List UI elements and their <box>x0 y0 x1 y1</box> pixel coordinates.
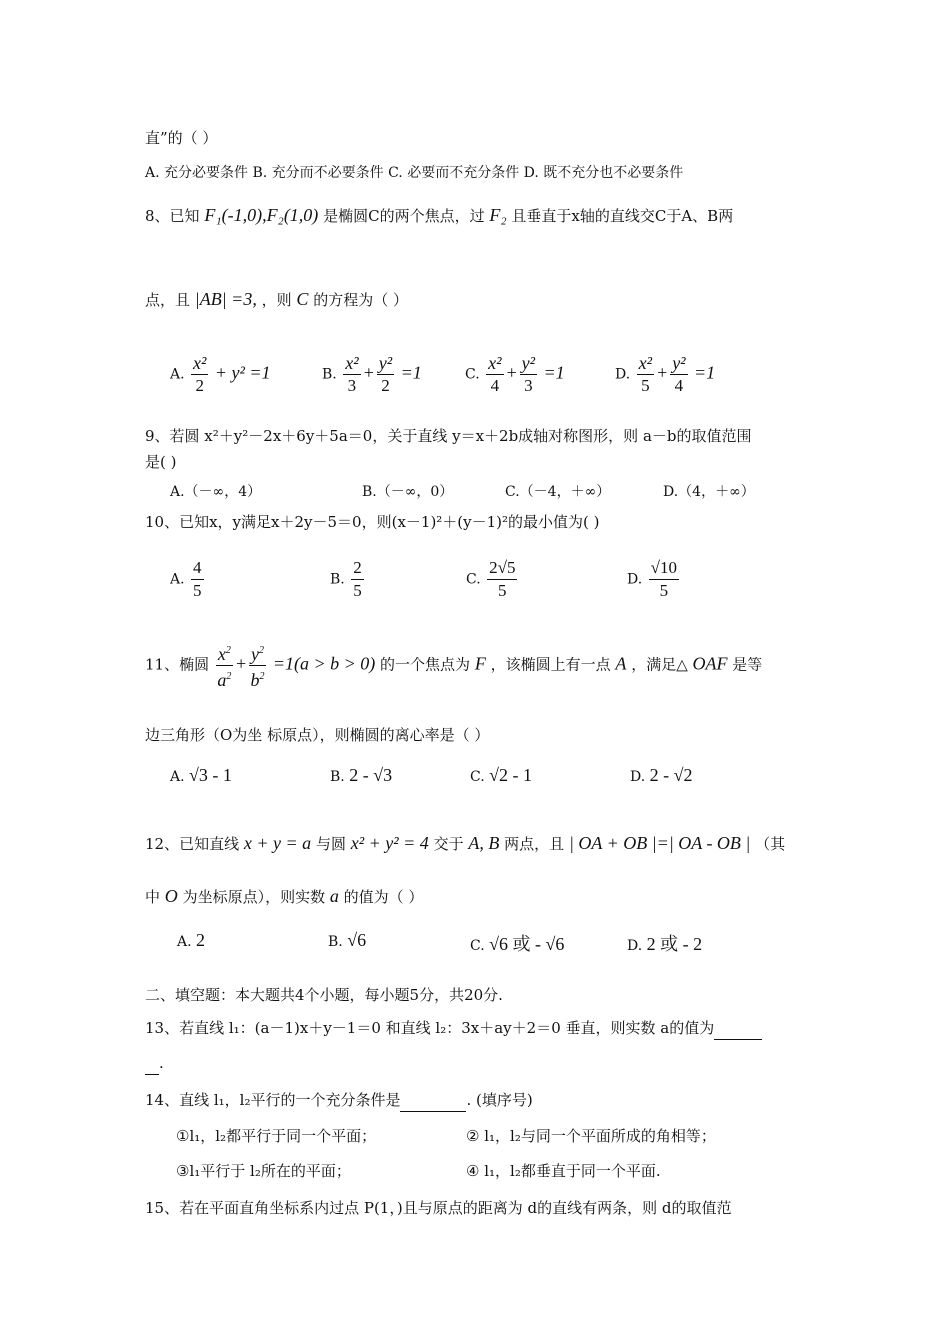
numerator: x² <box>488 353 502 373</box>
option-rest: =1 <box>694 362 716 383</box>
q14-text: 14、直线 l₁，l₂平行的一个充分条件是 <box>145 1091 401 1109</box>
option-label: C. <box>470 769 485 785</box>
q12b-post: 的值为（ ） <box>343 888 424 906</box>
q11-post: 是等 <box>732 655 763 674</box>
denominator: 5 <box>498 581 507 600</box>
q12-mid2: 交于 <box>433 835 464 853</box>
q11-option-a <box>170 765 232 786</box>
option-label: D. <box>615 366 631 383</box>
q9-option-d: D.（4，＋∞） <box>663 484 755 500</box>
q11-A: A <box>615 653 627 674</box>
q9-option-a: A.（－∞，4） <box>170 484 262 500</box>
q12-AB: A, B <box>468 833 500 853</box>
q11-OAF: OAF <box>692 653 728 674</box>
fraction: $\frac{x^2}{a^2}$ <box>216 640 233 691</box>
fraction <box>487 557 517 602</box>
q12-a: a <box>329 886 339 906</box>
option-label: D. <box>627 571 643 588</box>
denominator: 5 <box>659 581 669 600</box>
fraction <box>343 352 360 397</box>
q8b-post: 的方程为（ ） <box>313 291 408 309</box>
q12-stem-line1 <box>145 828 785 859</box>
q12-option-b <box>328 930 366 951</box>
q12b-pre: 中 <box>145 888 161 906</box>
q10-stem: 10、已知x，y满足x＋2y－5＝0，则(x－1)²＋(y－1)²的最小值为( ) <box>145 513 600 531</box>
q11-stem-line2: 边三角形（O为坐 标原点），则椭圆的离心率是（ ） <box>145 726 490 744</box>
numerator: √10 <box>649 557 679 580</box>
q8-option-b: B. $\frac{\text{x²}}{3}$ + $\frac{\text{y²}}{2}$ =1 <box>322 353 422 395</box>
q10-option-a <box>170 557 206 602</box>
section-heading: 二、填空题：本大题共4个小题，每小题5分，共20分. <box>145 986 503 1004</box>
q14-post: . (填序号) <box>466 1091 533 1109</box>
option-rest: + y² =1 <box>214 362 271 383</box>
denominator: 3 <box>524 376 533 395</box>
option-value: 2 <box>196 930 206 950</box>
option-value: 2 或 - 2 <box>646 934 703 954</box>
q12-option-d <box>627 930 702 956</box>
q8-c: C <box>296 289 309 309</box>
option-rest: =1 <box>400 362 422 383</box>
q13-text: 13、若直线 l₁：(a－1)x＋y－1＝0 和直线 l₂：3x＋ay＋2＝0 垂直，则实数 a的值为 <box>145 1019 715 1037</box>
q12-line: x + y = a <box>243 833 312 853</box>
q11-stem-line1: 11、椭圆 $\frac{x^2}{a^2}$ + $\frac{y^2}{b^2}$ =1(a > b > 0) 的一个焦点为 F ，该椭圆上有一点 A ，满足△ OAF 是等 <box>145 640 762 691</box>
q12-O: O <box>164 886 178 906</box>
q14-stem <box>145 1089 533 1112</box>
q11-mid2: ，该椭圆上有一点 <box>490 655 611 674</box>
q8-f2: F₂ <box>489 205 507 225</box>
option-label: C. <box>465 366 480 383</box>
answer-blank <box>400 1089 466 1112</box>
denominator: 2 <box>195 376 204 395</box>
numerator: x² <box>193 353 207 373</box>
q14-condition-3: ③l₁平行于 l₂所在的平面； <box>176 1162 351 1180</box>
numerator: y² <box>378 353 393 373</box>
fraction <box>377 352 394 397</box>
q11-condition: =1(a > b > 0) <box>272 653 376 674</box>
option-label: A. <box>177 934 192 950</box>
q8-stem-line1 <box>145 204 733 227</box>
option-label: B. <box>328 934 343 950</box>
q11-option-d <box>630 765 693 786</box>
option-label: A. <box>170 366 185 383</box>
q12b-mid: 为坐标原点），则实数 <box>182 888 326 906</box>
q8-stem-line2 <box>145 288 408 311</box>
fraction <box>351 557 364 602</box>
fraction: $\frac{y^2}{b^2}$ <box>249 640 266 691</box>
denominator: 4 <box>674 376 684 395</box>
q8-option-d: D. $\frac{\text{x²}}{5}$ + $\frac{\text{y²}}{4}$ =1 <box>615 353 716 395</box>
option-value: √6 <box>347 930 367 950</box>
q13-stem <box>145 1017 762 1040</box>
option-value: 2 - √2 <box>649 765 693 785</box>
denominator: 5 <box>641 376 650 395</box>
q12-pre: 12、已知直线 <box>145 835 240 853</box>
q14-condition-1: ①l₁，l₂都平行于同一个平面； <box>176 1127 377 1145</box>
fraction <box>486 352 503 397</box>
q13-end: . <box>159 1054 164 1072</box>
q10-option-c <box>466 557 519 602</box>
option-label: A. <box>170 571 185 588</box>
q13-stem-line2 <box>145 1052 164 1075</box>
fraction <box>520 352 537 397</box>
q8-post: 且垂直于x轴的直线交C于A、B两 <box>511 207 734 225</box>
q8-option-a <box>170 352 271 397</box>
q9-stem-line2: 是( ) <box>145 453 177 471</box>
numerator: y² <box>521 353 536 373</box>
option-label: C. <box>466 571 481 588</box>
q9-option-c: C.（－4，＋∞） <box>505 484 611 500</box>
q12-option-c <box>470 930 564 956</box>
q11-option-c <box>470 765 532 786</box>
numerator: 2√5 <box>487 557 517 580</box>
numerator: 2 <box>351 557 364 580</box>
q8b-mid: ，则 <box>261 291 292 309</box>
option-label: D. <box>627 938 643 954</box>
option-label: C. <box>470 938 485 954</box>
q11-pre: 11、椭圆 <box>145 655 210 674</box>
q14-condition-2: ② l₁，l₂与同一个平面所成的角相等； <box>466 1127 716 1145</box>
option-label: D. <box>630 769 646 785</box>
denominator: 5 <box>193 581 202 600</box>
q11-option-b <box>330 765 392 786</box>
fraction <box>191 557 204 602</box>
fraction <box>637 352 654 397</box>
q8-pre: 8、已知 <box>145 207 200 225</box>
fraction <box>649 557 679 602</box>
denominator: 4 <box>490 376 500 395</box>
answer-blank <box>714 1017 762 1040</box>
q8b-pre: 点，且 <box>145 291 191 309</box>
q9-stem-line1: 9、若圆 x²＋y²－2x＋6y＋5a＝0，关于直线 y＝x＋2b成轴对称图形，则 a－b的取值范围 <box>145 427 752 445</box>
q8-option-c: C. $\frac{\text{x²}}{4}$ + $\frac{\text{y²}}{3}$ =1 <box>465 353 565 395</box>
numerator: x² <box>345 353 359 373</box>
q12-option-a <box>177 930 205 951</box>
q12-post: （其 <box>755 835 786 853</box>
q8-foci: F₁(-1,0),F₂(1,0) <box>204 205 319 225</box>
q8-mid: 是椭圆C的两个焦点，过 <box>323 207 485 225</box>
q15-stem: 15、若在平面直角坐标系内过点 P(1，)且与原点的距离为 d的直线有两条，则 d的取值范 <box>145 1199 732 1217</box>
option-label: A. <box>170 769 185 785</box>
q8-ab: |AB| =3, <box>194 289 257 309</box>
q12-stem-line2 <box>145 885 423 908</box>
q12-vector-condition: | OA + OB |=| OA - OB | <box>568 833 751 853</box>
q10-option-b <box>330 557 366 602</box>
q11-F: F <box>474 653 486 674</box>
numerator: y² <box>672 353 686 373</box>
denominator: 5 <box>353 581 362 600</box>
q12-mid: 与圆 <box>315 835 346 853</box>
numerator: 4 <box>191 557 204 580</box>
option-label: B. <box>322 366 337 383</box>
q11-mid3: ，满足△ <box>631 655 688 674</box>
q7-options: A. 充分必要条件 B. 充分而不必要条件 C. 必要而不充分条件 D. 既不充分也不必要条件 <box>145 165 684 181</box>
option-rest: =1 <box>543 362 565 383</box>
q10-option-d <box>627 557 681 602</box>
q12-mid3: 两点，且 <box>504 835 565 853</box>
option-label: B. <box>330 571 345 588</box>
option-value: √3 - 1 <box>189 765 232 785</box>
fraction <box>191 352 208 397</box>
q11-mid: 的一个焦点为 <box>380 655 471 674</box>
denominator: 2 <box>381 376 390 395</box>
option-label: B. <box>330 769 345 785</box>
q9-option-b: B.（－∞，0） <box>362 484 454 500</box>
fraction <box>670 352 687 397</box>
q14-condition-4: ④ l₁，l₂都垂直于同一个平面. <box>466 1162 661 1180</box>
answer-blank <box>145 1052 159 1075</box>
q7-continuation: 直”的（ ） <box>145 129 218 147</box>
option-value: √2 - 1 <box>489 765 532 785</box>
option-value: √6 或 - √6 <box>489 934 565 954</box>
denominator: 3 <box>347 376 357 395</box>
numerator: x² <box>638 353 653 373</box>
q12-circle: x² + y² = 4 <box>350 833 429 853</box>
option-value: 2 - √3 <box>349 765 393 785</box>
